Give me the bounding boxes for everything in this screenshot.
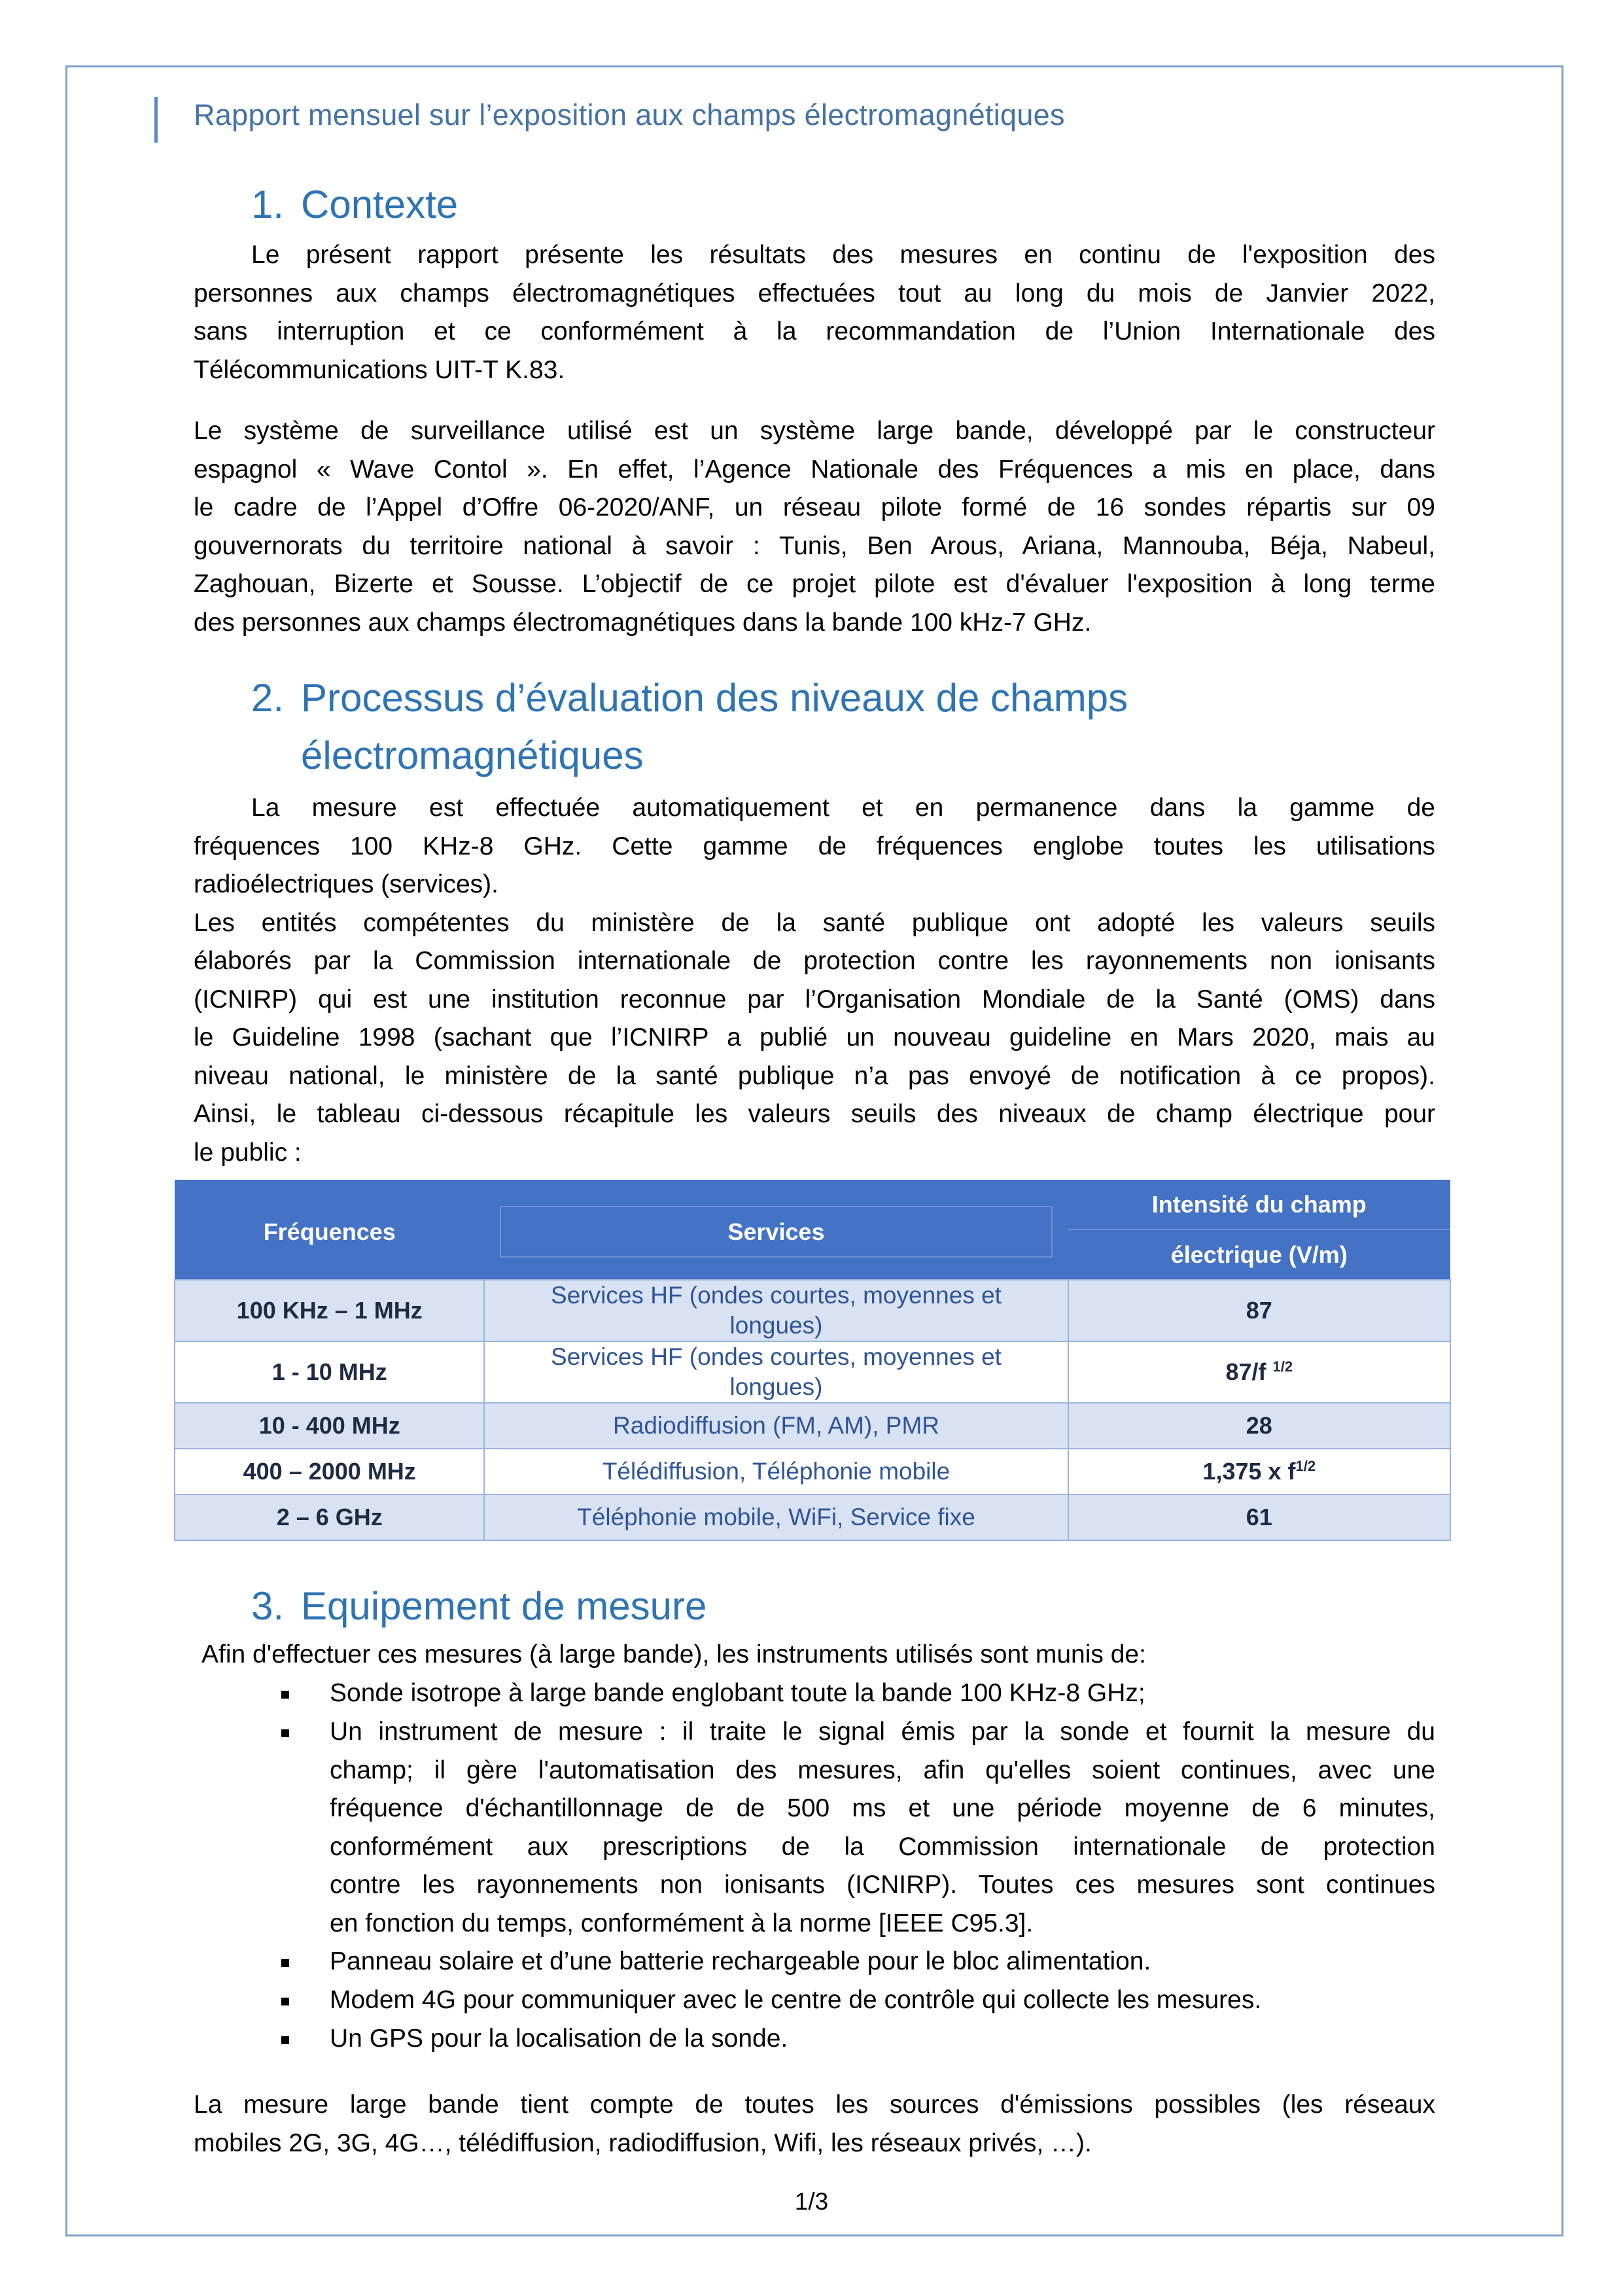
table-row	[175, 1403, 1450, 1449]
text-line: élaborés par la Commission internationale de protection contre les rayonnements non ionisants	[194, 947, 1435, 975]
cell-frequency: 1 - 10 MHz	[175, 1341, 484, 1403]
value-text: 28	[1246, 1412, 1272, 1439]
bullet-item-1	[330, 1674, 1435, 1713]
cell-service	[484, 1280, 1068, 1341]
page-header: Rapport mensuel sur l’exposition aux champs électromagnétiques	[194, 98, 1065, 132]
text-line: La mesure est effectuée automatiquement et en permanence dans la gamme de	[251, 794, 1435, 822]
section-1-heading	[251, 182, 458, 227]
header-intensity	[1068, 1180, 1450, 1280]
text-line: Le système de surveillance utilisé est un système large bande, développé par le constructeur	[194, 417, 1435, 445]
section-1-title: Contexte	[301, 183, 459, 226]
section-2-heading	[251, 675, 1128, 720]
section-2-title-line-2: électromagnétiques	[301, 733, 644, 777]
header-intensity-line-2: électrique (V/m)	[1068, 1229, 1450, 1279]
service-line: longues)	[729, 1312, 823, 1339]
table-row	[175, 1449, 1450, 1494]
page-number: 1/3	[794, 2188, 829, 2215]
table-row	[175, 1341, 1450, 1403]
section-2-title-line-1: Processus d’évaluation des niveaux de champs	[301, 676, 1128, 720]
paragraph-process-1	[194, 789, 1435, 1172]
section-3-title: Equipement de mesure	[301, 1584, 707, 1628]
cell-value	[1068, 1341, 1450, 1403]
threshold-table	[174, 1180, 1451, 1541]
text-line: Le présent rapport présente les résultats des mesures en continu de l'exposition des	[251, 241, 1435, 269]
paragraph-context-1	[194, 236, 1435, 389]
cell-service: Télédiffusion, Téléphonie mobile	[484, 1449, 1068, 1494]
text-line: conformément aux prescriptions de la Commission internationale de protection	[330, 1832, 1435, 1861]
text-line: Zaghouan, Bizerte et Sousse. L’objectif de ce projet pilote est d'évaluer l'exposition à long terme	[194, 570, 1435, 598]
text-line: Afin d'effectuer ces mesures (à large bande), les instruments utilisés sont munis de:	[201, 1640, 1146, 1669]
header-services	[484, 1180, 1068, 1280]
bullet-item-5	[330, 2020, 1435, 2058]
text-line: personnes aux champs électromagnétiques effectuées tout au long du mois de Janvier 2022,	[194, 279, 1435, 308]
table-header-row	[175, 1180, 1450, 1280]
table-row	[175, 1280, 1450, 1341]
bullet-marker	[281, 1723, 300, 1741]
service-line: longues)	[729, 1373, 823, 1400]
text-line: le public :	[194, 1138, 302, 1167]
bullet-item-2	[330, 1713, 1435, 1943]
bullet-marker	[281, 2030, 300, 2048]
text-line: (ICNIRP) qui est une institution reconnue par l’Organisation Mondiale de la Santé (OMS) dans	[194, 985, 1435, 1014]
bullet-item-4	[330, 1981, 1435, 2020]
header-services-label: Services	[500, 1206, 1052, 1258]
text-line: espagnol « Wave Contol ». En effet, l’Agence Nationale des Fréquences a mis en place, dans	[194, 455, 1435, 484]
paragraph-broadband	[194, 2086, 1435, 2163]
text-line: La mesure large bande tient compte de toutes les sources d'émissions possibles (les réseaux	[194, 2091, 1435, 2119]
text-line: contre les rayonnements non ionisants (ICNIRP). Toutes ces mesures sont continues	[330, 1871, 1435, 1899]
text-line: des personnes aux champs électromagnétiques dans la bande 100 kHz-7 GHz.	[194, 608, 1092, 637]
cell-frequency: 400 – 2000 MHz	[175, 1449, 484, 1494]
cell-service: Radiodiffusion (FM, AM), PMR	[484, 1403, 1068, 1449]
text-line: fréquences 100 KHz-8 GHz. Cette gamme de fréquences englobe toutes les utilisations	[194, 832, 1435, 860]
service-line: Services HF (ondes courtes, moyennes et	[551, 1343, 1002, 1370]
cell-frequency: 100 KHz – 1 MHz	[175, 1280, 484, 1341]
bullet-item-3	[330, 1943, 1435, 1981]
text-line: Panneau solaire et d’une batterie rechargeable pour le bloc alimentation.	[330, 1947, 1151, 1975]
cell-service: Téléphonie mobile, WiFi, Service fixe	[484, 1494, 1068, 1540]
text-line: Télécommunications UIT-T K.83.	[194, 355, 565, 384]
text-line: radioélectriques (services).	[194, 870, 499, 898]
cell-value	[1068, 1494, 1450, 1540]
text-line: gouvernorats du territoire national à savoir : Tunis, Ben Arous, Ariana, Mannouba, Béja, Nabeul,	[194, 531, 1435, 560]
paragraph-context-2	[194, 412, 1435, 642]
cell-value	[1068, 1449, 1450, 1494]
section-3-heading	[251, 1583, 707, 1629]
bullet-marker	[281, 1684, 300, 1703]
section-2-heading-cont	[301, 733, 644, 778]
cell-frequency: 10 - 400 MHz	[175, 1403, 484, 1449]
text-line: le Guideline 1998 (sachant que l’ICNIRP a publié un nouveau guideline en Mars 2020, mais au	[194, 1023, 1435, 1051]
table-row	[175, 1494, 1450, 1540]
text-line: Un GPS pour la localisation de la sonde.	[330, 2024, 788, 2053]
paragraph-equipment-intro	[201, 1636, 1443, 1674]
text-line: champ; il gère l'automatisation des mesures, afin qu'elles soient continues, avec une	[330, 1756, 1435, 1784]
text-line: sans interruption et ce conformément à la recommandation de l’Union Internationale des	[194, 317, 1435, 345]
text-line: niveau national, le ministère de la santé publique n’a pas envoyé de notification à ce propos).	[194, 1061, 1435, 1090]
value-exponent: 1/2	[1272, 1358, 1293, 1375]
cell-frequency: 2 – 6 GHz	[175, 1494, 484, 1540]
section-2-number: 2.	[251, 676, 285, 720]
header-frequencies	[175, 1180, 484, 1280]
bullet-marker	[281, 1952, 300, 1971]
bullet-marker	[281, 1991, 300, 2009]
text-line: Sonde isotrope à large bande englobant toute la bande 100 KHz-8 GHz;	[330, 1679, 1145, 1707]
text-line: fréquence d'échantillonnage de de 500 ms et une période moyenne de 6 minutes,	[330, 1794, 1435, 1822]
cell-value	[1068, 1280, 1450, 1341]
text-line: en fonction du temps, conformément à la norme [IEEE C95.3].	[330, 1909, 1034, 1937]
header-accent-bar	[154, 97, 158, 143]
service-line: Services HF (ondes courtes, moyennes et	[551, 1282, 1002, 1309]
cell-service	[484, 1341, 1068, 1403]
text-line: mobiles 2G, 3G, 4G…, télédiffusion, radiodiffusion, Wifi, les réseaux privés, …).	[194, 2128, 1092, 2157]
section-3-number: 3.	[251, 1584, 285, 1628]
value-exponent: 1/2	[1295, 1458, 1316, 1474]
text-line: le cadre de l’Appel d’Offre 06-2020/ANF, un réseau pilote formé de 16 sondes répartis sur 09	[194, 493, 1435, 521]
text-line: Modem 4G pour communiquer avec le centre de contrôle qui collecte les mesures.	[330, 1986, 1262, 2014]
value-text: 87/f	[1225, 1358, 1273, 1385]
value-text: 61	[1246, 1504, 1272, 1530]
header-frequencies-label: Fréquences	[263, 1218, 396, 1245]
text-line: Ainsi, le tableau ci-dessous récapitule les valeurs seuils des niveaux de champ électrique pour	[194, 1100, 1435, 1128]
value-text: 87	[1246, 1297, 1272, 1324]
value-text: 1,375 x f	[1202, 1458, 1296, 1485]
section-1-number: 1.	[251, 183, 285, 226]
cell-value	[1068, 1403, 1450, 1449]
header-intensity-line-1: Intensité du champ	[1151, 1190, 1367, 1218]
text-line: Les entités compétentes du ministère de la santé publique ont adopté les valeurs seuils	[194, 908, 1435, 937]
text-line: Un instrument de mesure : il traite le signal émis par la sonde et fournit la mesure du	[330, 1718, 1435, 1746]
